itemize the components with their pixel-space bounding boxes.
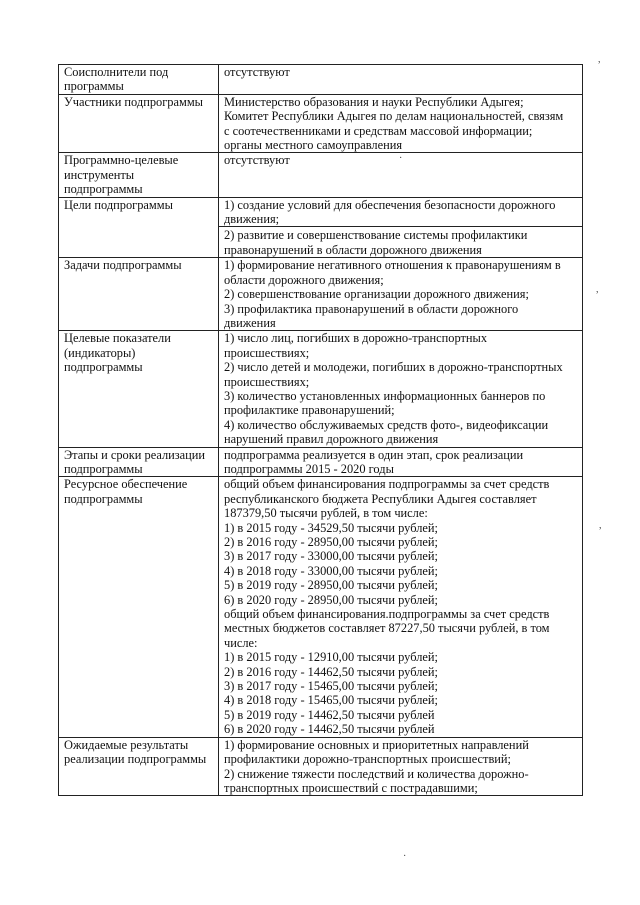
value-block [224, 258, 579, 330]
value-line: 2) в 2016 году - 14462,50 тысячи рублей; [224, 664, 438, 679]
table-row [59, 258, 583, 331]
value-line: 2) число детей и молодежи, погибших в дорожно-транспортных [224, 360, 563, 375]
table-row [59, 197, 583, 258]
row-value-cell [219, 331, 583, 447]
value-line: 1) число лиц, погибших в дорожно-транспортных [224, 331, 488, 346]
value-line: Министерство образования и науки Республики Адыгея; [224, 94, 524, 109]
table-row [59, 331, 583, 447]
value-line: 2) совершенствование организации дорожного движения; [224, 287, 529, 302]
value-line: Комитет Республики Адыгея по делам национальностей, связям [224, 109, 564, 124]
row-label-line: Соисполнители под [64, 65, 169, 79]
value-line: местных бюджетов составляет 87227,50 тысячи рублей, в том [224, 621, 550, 636]
row-label-line: подпрограммы [64, 182, 143, 197]
table-row [59, 153, 583, 197]
value-line: 3) количество установленных информационных баннеров по [224, 388, 546, 403]
value-line: происшествиях; [224, 374, 310, 389]
row-value-cell [219, 447, 583, 477]
value-line: 5) в 2019 году - 14462,50 тысячи рублей [224, 707, 435, 722]
passport-table-body [59, 65, 583, 796]
row-label-line: Задачи подпрограммы [64, 258, 182, 273]
value-line: 5) в 2019 году - 28950,00 тысячи рублей; [224, 578, 438, 593]
value-line: 3) в 2017 году - 33000,00 тысячи рублей; [224, 549, 438, 564]
value-line: 1) формирование негативного отношения к правонарушениям в [224, 258, 561, 273]
value-line: происшествиях; [224, 345, 310, 360]
scan-speck: , [598, 54, 601, 65]
value-line: 1) создание условий для обеспечения безопасности дорожного [224, 197, 556, 212]
value-line: 1) в 2015 году - 34529,50 тысячи рублей; [224, 520, 438, 535]
value-line: отсутствуют [224, 153, 290, 168]
row-label-line: подпрограммы [64, 461, 143, 476]
row-value-cell [219, 477, 583, 737]
table-row [59, 477, 583, 737]
table-row [59, 94, 583, 153]
value-line: 187379,50 тысячи рублей, в том числе: [224, 506, 428, 521]
row-label-cell [59, 65, 219, 95]
row-label-line: Участники подпрограммы [64, 94, 204, 109]
table-row [59, 65, 583, 95]
value-line: 1) формирование основных и приоритетных направлений [224, 737, 529, 752]
row-label-line: Цели подпрограммы [64, 197, 173, 212]
value-line: транспортных происшествий с пострадавшими; [224, 780, 478, 795]
row-label-line: (индикаторы) [64, 345, 136, 360]
row-label-line: инструменты [64, 167, 135, 182]
row-label-cell [59, 737, 219, 796]
value-line: 6) в 2020 году - 28950,00 тысячи рублей; [224, 592, 438, 607]
value-line: 4) в 2018 году - 33000,00 тысячи рублей; [224, 563, 438, 578]
row-label-line: Целевые показатели [64, 331, 171, 346]
value-block [224, 448, 579, 477]
scan-speck: · [403, 851, 407, 862]
row-value-cell [219, 197, 583, 258]
row-label-line: реализации подпрограммы [64, 752, 207, 767]
value-line: 1) в 2015 году - 12910,00 тысячи рублей; [224, 650, 438, 665]
row-label-line: Программно-целевые [64, 153, 179, 168]
value-block [224, 738, 579, 796]
value-line: 2) развитие и совершенствование системы профилактики [224, 228, 528, 243]
row-label-line: Этапы и сроки реализации [64, 447, 206, 462]
value-line: 2) снижение тяжести последствий и количества дорожно- [224, 766, 529, 781]
value-line: движения [224, 315, 276, 330]
value-line: нарушений правил дорожного движения [224, 432, 439, 447]
value-line: правонарушений в области дорожного движения [224, 242, 482, 257]
value-line: подпрограммы 2015 - 2020 годы [224, 461, 394, 476]
value-line: числе: [224, 635, 258, 650]
row-label-line: Ожидаемые результаты [64, 737, 189, 752]
row-label-cell [59, 447, 219, 477]
value-line: отсутствуют [224, 65, 290, 79]
scan-speck: · [399, 153, 403, 164]
value-block [224, 95, 579, 153]
table-row [59, 447, 583, 477]
row-value-cell [219, 65, 583, 95]
value-line: профилактики дорожно-транспортных происшествий; [224, 752, 511, 767]
table-row [59, 737, 583, 796]
value-line: 4) в 2018 году - 15465,00 тысячи рублей; [224, 693, 438, 708]
row-label-line: программы [64, 79, 124, 94]
row-label-cell [59, 94, 219, 153]
row-label-line: Ресурсное обеспечение [64, 477, 188, 492]
row-value-cell [219, 258, 583, 331]
value-block [224, 477, 579, 736]
row-label-line: подпрограммы [64, 491, 143, 506]
value-block [224, 65, 579, 79]
scan-speck: , [596, 284, 599, 295]
row-label-cell [59, 153, 219, 197]
value-line: 3) профилактика правонарушений в области дорожного [224, 301, 519, 316]
value-line: 2) в 2016 году - 28950,00 тысячи рублей; [224, 535, 438, 549]
value-block [224, 198, 579, 227]
value-line: профилактике правонарушений; [224, 403, 395, 418]
scan-speck: , [599, 520, 602, 531]
row-value-cell [219, 94, 583, 153]
row-label-cell [59, 477, 219, 737]
row-label-line: подпрограммы [64, 360, 143, 375]
row-label-cell [59, 258, 219, 331]
value-line: общий объем финансирования.подпрограммы за счет средств [224, 607, 550, 622]
value-line: 3) в 2017 году - 15465,00 тысячи рублей; [224, 679, 438, 694]
value-line: области дорожного движения; [224, 272, 384, 287]
value-line: органы местного самоуправления [224, 138, 403, 153]
value-line: движения; [224, 212, 280, 227]
value-line: подпрограмма реализуется в один этап, срок реализации [224, 447, 524, 462]
value-line: с соотечественниками и средствам массовой информации; [224, 123, 533, 138]
value-line: общий объем финансирования подпрограммы за счет средств [224, 477, 550, 492]
row-value-cell [219, 737, 583, 796]
value-block [219, 226, 582, 257]
row-label-cell [59, 197, 219, 258]
subprogram-passport-table [58, 64, 583, 796]
value-block [224, 331, 579, 446]
value-line: 4) количество обслуживаемых средств фото-, видеофиксации [224, 417, 549, 432]
value-line: 6) в 2020 году - 14462,50 тысячи рублей [224, 722, 435, 737]
row-label-cell [59, 331, 219, 447]
value-line: республиканского бюджета Республики Адыгея составляет [224, 491, 537, 506]
